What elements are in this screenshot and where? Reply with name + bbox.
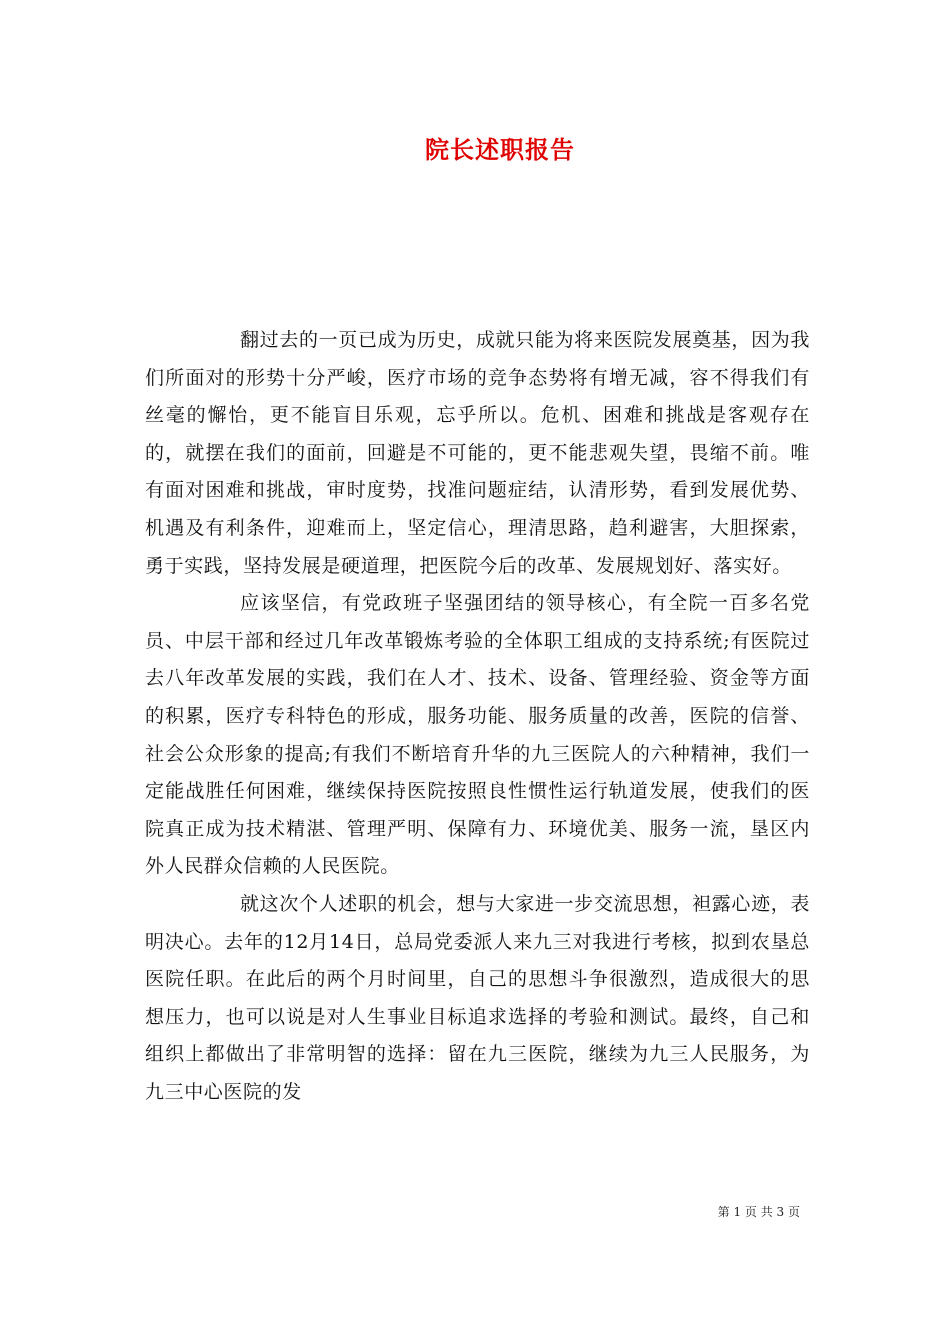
page-number-footer: 第 1 页 共 3 页 [717, 1205, 800, 1219]
page-title: 院长述职报告 [425, 135, 575, 164]
paragraph-1: 翻过去的一页已成为历史，成就只能为将来医院发展奠基，因为我们所面对的形势十分严峻，医疗市场的竞争态势将有增无减，容不得我们有丝毫的懈怡，更不能盲目乐观，忘乎所以。危机、困难和挑战是客观存在的，就摆在我们的面前，回避是不可能的，更不能悲观失望，畏缩不前。唯有面对困难和挑战，审时度势，找准问题症结，认清形势，看到发展优势、机遇及有利条件，迎难而上，坚定信心，理清思路，趋利避害，大胆探索，勇于实践，坚持发展是硬道理，把医院今后的改革、发展规划好、落实好。 [145, 329, 810, 577]
document-body [145, 322, 810, 1111]
paragraph-3: 就这次个人述职的机会，想与大家进一步交流思想，袒露心迹，表明决心。去年的12月14日，总局党委派人来九三对我进行考核，拟到农垦总医院任职。在此后的两个月时间里，自己的思想斗争很激烈，造成很大的思想压力，也可以说是对人生事业目标追求选择的考验和测试。最终，自己和组织上都做出了非常明智的选择：留在九三医院，继续为九三人民服务，为九三中心医院的发 [145, 892, 810, 1103]
paragraph-2: 应该坚信，有党政班子坚强团结的领导核心，有全院一百多名党员、中层干部和经过几年改革锻炼考验的全体职工组成的支持系统;有医院过去八年改革发展的实践，我们在人才、技术、设备、管理经验、资金等方面的积累，医疗专科特色的形成，服务功能、服务质量的改善，医院的信誉、社会公众形象的提高;有我们不断培育升华的九三医院人的六种精神，我们一定能战胜任何困难，继续保持医院按照良性惯性运行轨道发展，使我们的医院真正成为技术精湛、管理严明、保障有力、环境优美、服务一流，垦区内外人民群众信赖的人民医院。 [145, 592, 810, 878]
